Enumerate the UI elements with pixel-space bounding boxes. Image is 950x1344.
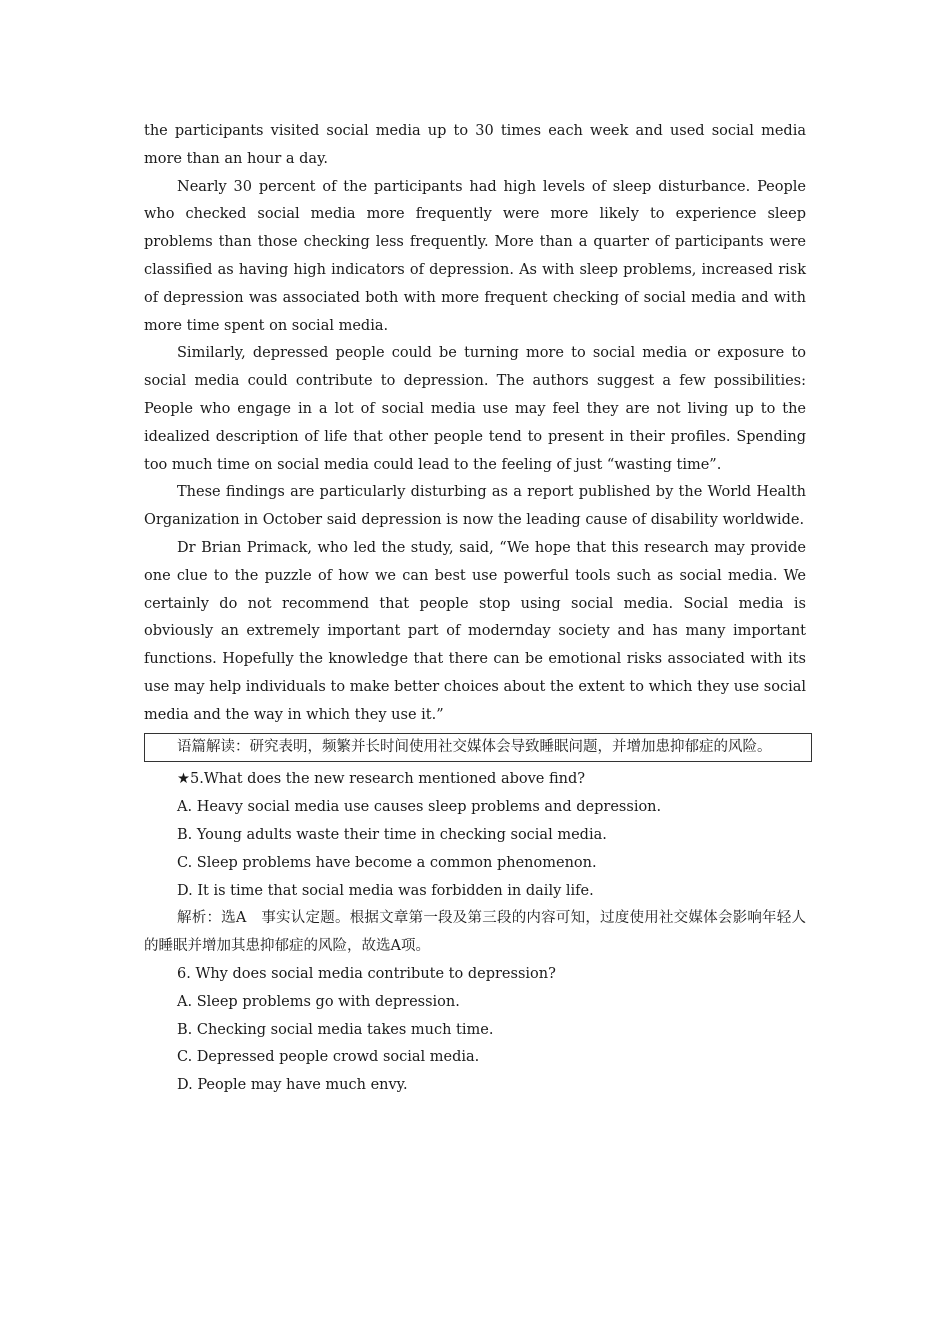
option-b: B. Checking social media takes much time. bbox=[177, 1021, 494, 1038]
passage-paragraph-1: the participants visited social media up to 30 times each week and used social media more than an hour a day. bbox=[144, 123, 806, 167]
question-6 bbox=[144, 961, 806, 1100]
document-page bbox=[144, 118, 806, 1100]
passage-paragraph-3: Similarly, depressed people could be turning more to social media or exposure to social media could contribute to depression. The authors suggest a few possibilities: People who engage in a lot of social media use may feel they are not living up to the idealized description of life that other people tend to present in their profiles. Spending too much time on social media could lead to the feeling of just “wasting time”. bbox=[144, 345, 806, 473]
option-c: C. Sleep problems have become a common phenomenon. bbox=[177, 854, 597, 871]
option-a: A. Heavy social media use causes sleep problems and depression. bbox=[177, 799, 662, 816]
question-stem: 6. Why does social media contribute to depression? bbox=[177, 965, 556, 982]
question-stem: ★5.What does the new research mentioned above find? bbox=[177, 771, 586, 788]
summary-box bbox=[144, 733, 812, 763]
passage-paragraph-2: Nearly 30 percent of the participants had high levels of sleep disturbance. People who checked social media more frequently were more likely to experience sleep problems than those checking less frequently. More than a quarter of participants were classified as having high indicators of depression. As with sleep problems, increased risk of depression was associated both with more frequent checking of social media and with more time spent on social media. bbox=[144, 178, 806, 334]
passage-paragraph-5: Dr Brian Primack, who led the study, said, “We hope that this research may provide one clue to the puzzle of how we can best use powerful tools such as social media. We certainly do not recommend that people stop using social media. Social media is obviously an extremely important part of modernday society and has many important functions. Hopefully the knowledge that there can be emotional risks associated with its use may help individuals to make better choices about the extent to which they use social media and the way in which they use it.” bbox=[144, 539, 806, 723]
option-d: D. It is time that social media was forbidden in daily life. bbox=[177, 882, 594, 899]
summary-text: 语篇解读：研究表明，频繁并长时间使用社交媒体会导致睡眠问题，并增加患抑郁症的风险。 bbox=[177, 738, 772, 755]
option-c: C. Depressed people crowd social media. bbox=[177, 1049, 480, 1066]
answer-analysis: 解析：选A 事实认定题。根据文章第一段及第三段的内容可知，过度使用社交媒体会影响年轻人的睡眠并增加其患抑郁症的风险，故选A项。 bbox=[144, 910, 806, 955]
passage-paragraph-4: These findings are particularly disturbing as a report published by the World Health Organization in October said depression is now the leading cause of disability worldwide. bbox=[144, 484, 806, 529]
option-a: A. Sleep problems go with depression. bbox=[177, 993, 460, 1010]
question-5 bbox=[144, 766, 806, 961]
option-d: D. People may have much envy. bbox=[177, 1077, 408, 1094]
option-b: B. Young adults waste their time in checking social media. bbox=[177, 826, 607, 843]
